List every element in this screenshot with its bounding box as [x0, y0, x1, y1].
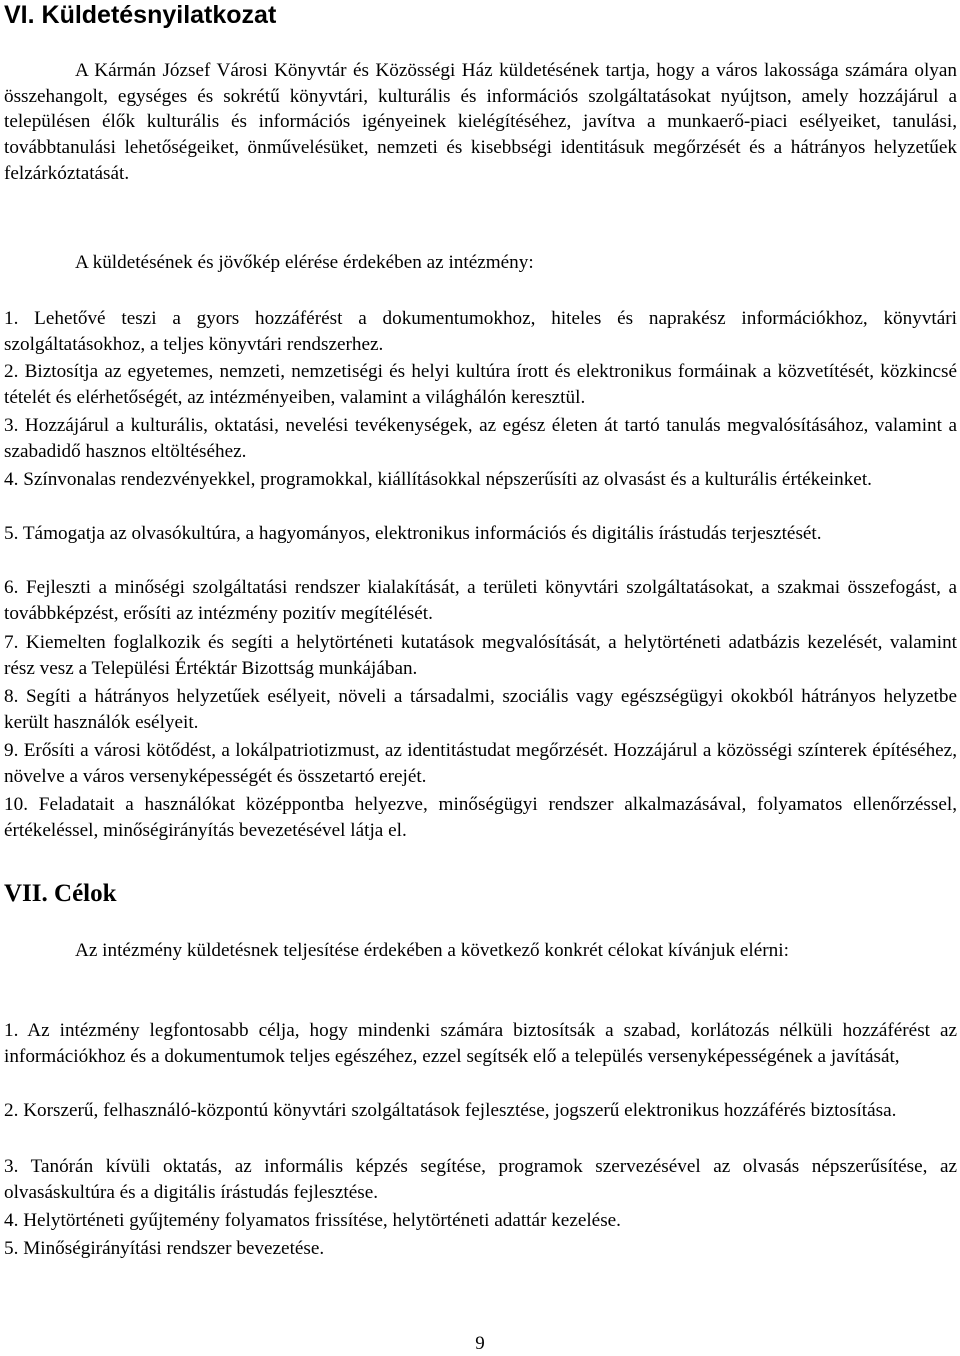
goals-intro-paragraph: Az intézmény küldetésnek teljesítése érdekében a következő konkrét célokat kívánjuk elérni: — [75, 940, 789, 961]
section-heading-goals: VII. Célok — [4, 880, 117, 907]
mission-item-8: 8. Segíti a hátrányos helyzetűek esélyeit, növeli a társadalmi, szociális vagy egészségügyi okokból hátrányos helyzetbe került használók esélyeit. — [4, 686, 957, 733]
goal-item-3: 3. Tanórán kívüli oktatás, az informális képzés segítése, programok szervezésével az olvasás népszerűsítése, az olvasáskultúra és a digitális írástudás fejlesztése. — [4, 1156, 957, 1203]
mission-intro-paragraph: A Kármán József Városi Könyvtár és Közösségi Ház küldetésének tartja, hogy a város lakossága számára olyan összehangolt, egységes és sokrétű könyvtári, kulturális és információs szolgáltatásokat nyújtson, amely hozzájárul a településen élők kulturális és információs igényeinek kielégítéséhez, javítva a munkaerő-piaci esélyeiket, tanulási, továbbtanulási lehetőségeiket, önművelésüket, nemzeti és kisebbségi identitásuk megőrzését és a hátrányos helyzetűek felzárkóztatását. — [4, 60, 957, 184]
goal-item-1: 1. Az intézmény legfontosabb célja, hogy mindenki számára biztosítsák a szabad, korlátozás nélküli hozzáférést az információkhoz és a dokumentumok teljes egészéhez, ezzel segítsék elő a település versenyképességének a javítását, — [4, 1020, 957, 1067]
mission-item-5: 5. Támogatja az olvasókultúra, a hagyományos, elektronikus információs és digitális írástudás terjesztését. — [4, 523, 822, 544]
page-number: 9 — [475, 1333, 485, 1354]
mission-item-4: 4. Színvonalas rendezvényekkel, programokkal, kiállításokkal népszerűsíti az olvasást és a kulturális értékeinket. — [4, 469, 872, 490]
goal-item-5: 5. Minőségirányítási rendszer bevezetése. — [4, 1238, 325, 1259]
mission-item-10: 10. Feladatait a használókat középpontba helyezve, minőségügyi rendszer alkalmazásával, folyamatos ellenőrzéssel, értékeléssel, minőségirányítás bevezetésével látja el. — [4, 794, 957, 841]
goal-item-2: 2. Korszerű, felhasználó-központú könyvtári szolgáltatások fejlesztése, jogszerű elektronikus hozzáférés biztosítása. — [4, 1100, 897, 1121]
mission-item-9: 9. Erősíti a városi kötődést, a lokálpatriotizmust, az identitástudat megőrzését. Hozzájárul a közösségi színterek építéséhez, növelve a város versenyképességét és összetartó erejét. — [4, 740, 957, 787]
mission-item-7: 7. Kiemelten foglalkozik és segíti a helytörténeti kutatások megvalósítását, a helytörténeti adatbázis kezelését, valamint rész vesz a Települési Értéktár Bizottság munkájában. — [4, 632, 957, 679]
mission-item-3: 3. Hozzájárul a kulturális, oktatási, nevelési tevékenységek, az egész életen át tartó tanulás megvalósításához, valamint a szabadidő hasznos eltöltéséhez. — [4, 415, 957, 462]
goal-item-4: 4. Helytörténeti gyűjtemény folyamatos frissítése, helytörténeti adattár kezelése. — [4, 1210, 621, 1231]
mission-item-2: 2. Biztosítja az egyetemes, nemzeti, nemzetiségi és helyi kultúra írott és elektronikus formáinak a közvetítését, közkincsé tételét és elérhetőségét, az intézményeiben, valamint a világhálón keresztül. — [4, 361, 957, 408]
mission-item-1: 1. Lehetővé teszi a gyors hozzáférést a dokumentumokhoz, hiteles és naprakész információkhoz, könyvtári szolgáltatásokhoz, a teljes könyvtári rendszerhez. — [4, 308, 957, 355]
section-heading-mission: VI. Küldetésnyilatkozat — [4, 1, 277, 29]
mission-item-6: 6. Fejleszti a minőségi szolgáltatási rendszer kialakítását, a területi könyvtári szolgáltatásokat, a szakmai összefogást, a továbbképzést, erősíti az intézmény pozitív megítélését. — [4, 577, 957, 624]
mission-lead-text: A küldetésének és jövőkép elérése érdekében az intézmény: — [75, 252, 534, 273]
